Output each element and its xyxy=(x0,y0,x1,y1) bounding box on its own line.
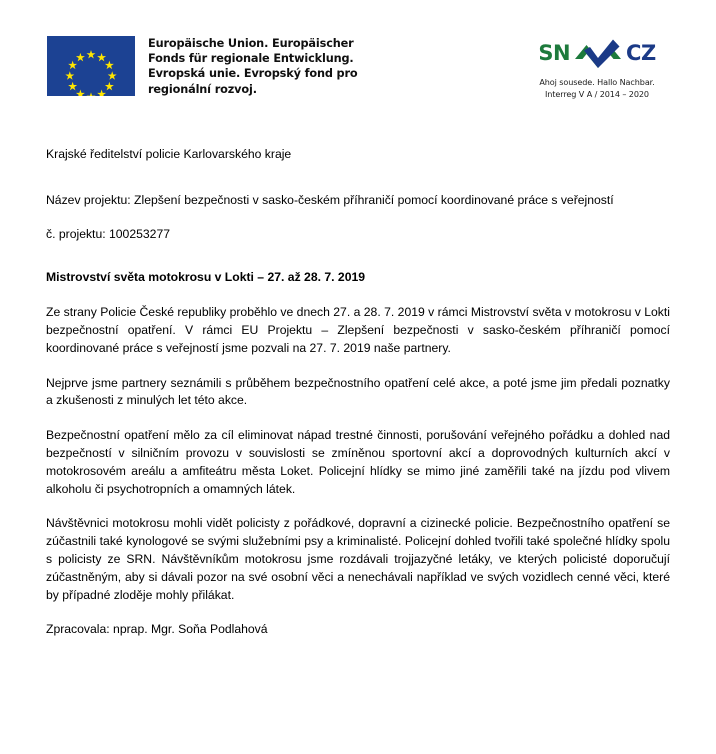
sncz-sn-label: SN xyxy=(538,41,571,65)
sncz-chevron-check-icon xyxy=(573,37,623,69)
eu-logo-line-3: Evropská unie. Evropský fond pro xyxy=(148,67,358,81)
body-paragraph-1: Ze strany Policie České republiky proběhlo ve dnech 27. a 28. 7. 2019 v rámci Mistrovství světa v motokrosu v Lokti bezpečnostní opatření. V rámci EU Projektu – Zlepšení bezpečnosti v sasko-českém příhraničí pomocí koordinované práce s veřejností jsme pozvali na 27. 7. 2019 naše partnery. xyxy=(46,305,670,355)
project-number-line: č. projektu: 100253277 xyxy=(46,226,170,241)
project-name-line: Název projektu: Zlepšení bezpečnosti v sasko-českém příhraničí pomocí koordinované práce s veřejností xyxy=(46,192,614,207)
eu-logo-text xyxy=(148,36,358,97)
eu-stars-icon xyxy=(47,36,135,96)
organisation-line: Krajské ředitelství policie Karlovarského kraje xyxy=(46,147,292,161)
eu-flag-icon xyxy=(47,36,135,96)
sncz-cz-label: CZ xyxy=(626,41,656,65)
document-header xyxy=(0,0,716,130)
sncz-interreg-logo xyxy=(527,36,667,100)
author-line: Zpracovala: nprap. Mgr. Soňa Podlahová xyxy=(46,622,268,637)
eu-logo-line-2: Fonds für regionale Entwicklung. xyxy=(148,52,354,66)
eu-logo-line-4: regionální rozvoj. xyxy=(148,82,257,96)
body-paragraph-2: Nejprve jsme partnery seznámili s průběhem bezpečnostního opatření celé akce, a poté jsme jim předali poznatky a zkušenosti z minulých let této akce. xyxy=(46,375,670,408)
sncz-tagline xyxy=(527,77,667,100)
body-paragraph-4: Návštěvnici motokrosu mohli vidět policisty z pořádkové, dopravní a cizinecké policie. Bezpečnostního opatření se zúčastnili také kynologové se svými služebními psy a kriminalisté. Policejní dohled tvořili také společné hlídky spolu s policisty ze SRN. Návštěvníkům motokrosu jsme rozdávali trojjazyčné letáky, ve kterých policisté doporučují zúčastněným, aby si dávali pozor na své osobní věci a nenechávali například ve svých vozidlech cenné věci, které by případné zloděje mohly přilákat. xyxy=(46,516,670,602)
page-title: Mistrovství světa motokrosu v Lokti – 27. až 28. 7. 2019 xyxy=(46,270,366,285)
eu-logo xyxy=(47,36,358,97)
sncz-logo-mark xyxy=(527,36,667,70)
sncz-tagline-line-2: Interreg V A / 2014 – 2020 xyxy=(544,88,649,99)
sncz-tagline-line-1: Ahoj sousede. Hallo Nachbar. xyxy=(539,77,655,87)
body-paragraph-3: Bezpečnostní opatření mělo za cíl eliminovat nápad trestné činnosti, porušování veřejného pořádku a dohled nad bezpečností v silničním provozu v souvislosti se zmíněnou sportovní akcí a doprovodných kulturních akcí v motokrosovém areálu a amfiteátru města Loket. Policejní hlídky se mimo jiné zaměřili také na jízdu pod vlivem alkoholu či psychotropních a omamných látek. xyxy=(46,428,670,496)
document-body xyxy=(46,146,670,639)
eu-logo-line-1: Europäische Union. Europäischer xyxy=(148,37,354,50)
